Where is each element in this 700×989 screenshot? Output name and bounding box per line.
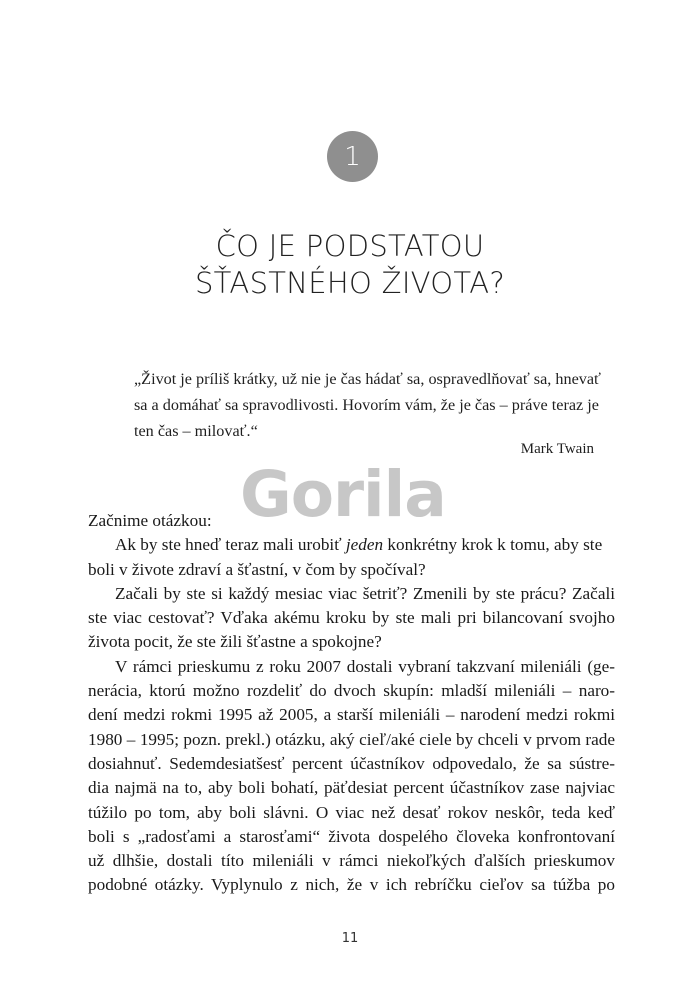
paragraph-line: túžilo po tom, aby boli slávni. O viac než desať rokov neskôr, teda keď (88, 802, 615, 822)
publisher-watermark: Gorila (240, 458, 446, 531)
paragraph-line: boli s „radosťami a starosťami“ života dospelého človeka konfrontovaní (88, 826, 615, 846)
epigraph-line: ten čas – milovať.“ (134, 422, 258, 440)
chapter-number-badge (327, 131, 378, 182)
chapter-number: 1 (344, 141, 361, 172)
paragraph-line: dení medzi rokmi 1995 až 2005, a starší mileniáli – narodení medzi rokmi (88, 705, 615, 725)
body-text (88, 509, 615, 898)
paragraph-line: už dlhšie, dostali títo mileniáli v rámci niekoľkých ďalších prieskumov (88, 851, 615, 871)
page-number: 11 (341, 931, 359, 946)
line-text: konkrétny krok k tomu, aby ste (383, 535, 603, 555)
paragraph-line: nerácia, ktorú možno rozdeliť do dvoch skupín: mladší mileniáli – naro- (88, 681, 615, 701)
paragraph-line (88, 533, 615, 557)
paragraph-line: V rámci prieskumu z roku 2007 dostali vybraní takzvaní mileniáli (ge- (115, 656, 615, 676)
epigraph-quote (134, 366, 601, 444)
paragraph-line: Začali by ste si každý mesiac viac šetriť? Zmenili by ste prácu? Začali (115, 583, 615, 603)
line-text: Ak by ste hneď teraz mali urobiť (115, 535, 346, 555)
epigraph-author: Mark Twain (520, 441, 594, 457)
paragraph-line: 1980 – 1995; pozn. prekl.) otázku, aký cieľ/aké ciele by chceli v prvom rade (88, 729, 615, 749)
paragraph-line: dia najmä na to, aby boli bohatí, päťdesiat percent účastníkov zase najviac (88, 778, 615, 798)
emphasis-text: jeden (345, 535, 384, 555)
paragraph-line: boli v živote zdraví a šťastní, v čom by spočíval? (88, 559, 426, 579)
chapter-title-line-2: ŠŤASTNÉHO ŽIVOTA? (194, 266, 506, 300)
chapter-title-line-1: ČO JE PODSTATOU (215, 229, 485, 263)
paragraph-line: dosiahnuť. Sedemdesiatšesť percent účastníkov odpovedalo, že sa sústre- (88, 753, 615, 773)
paragraph-line: ste viac cestovať? Vďaka akému kroku by ste mali pri bilancovaní svojho (88, 608, 615, 628)
epigraph-line: „Život je príliš krátky, už nie je čas hádať sa, ospravedlňovať sa, hnevať (134, 370, 601, 388)
chapter-title (100, 228, 600, 302)
paragraph-line: Začnime otázkou: (88, 511, 212, 530)
paragraph-line: života pocit, že ste žili šťastne a spokojne? (88, 632, 382, 652)
paragraph-line: podobné otázky. Vyplynulo z nich, že v ich rebríčku cieľov sa túžba po (88, 875, 615, 895)
epigraph-line: sa a domáhať sa spravodlivosti. Hovorím vám, že je čas – práve teraz je (134, 396, 599, 414)
